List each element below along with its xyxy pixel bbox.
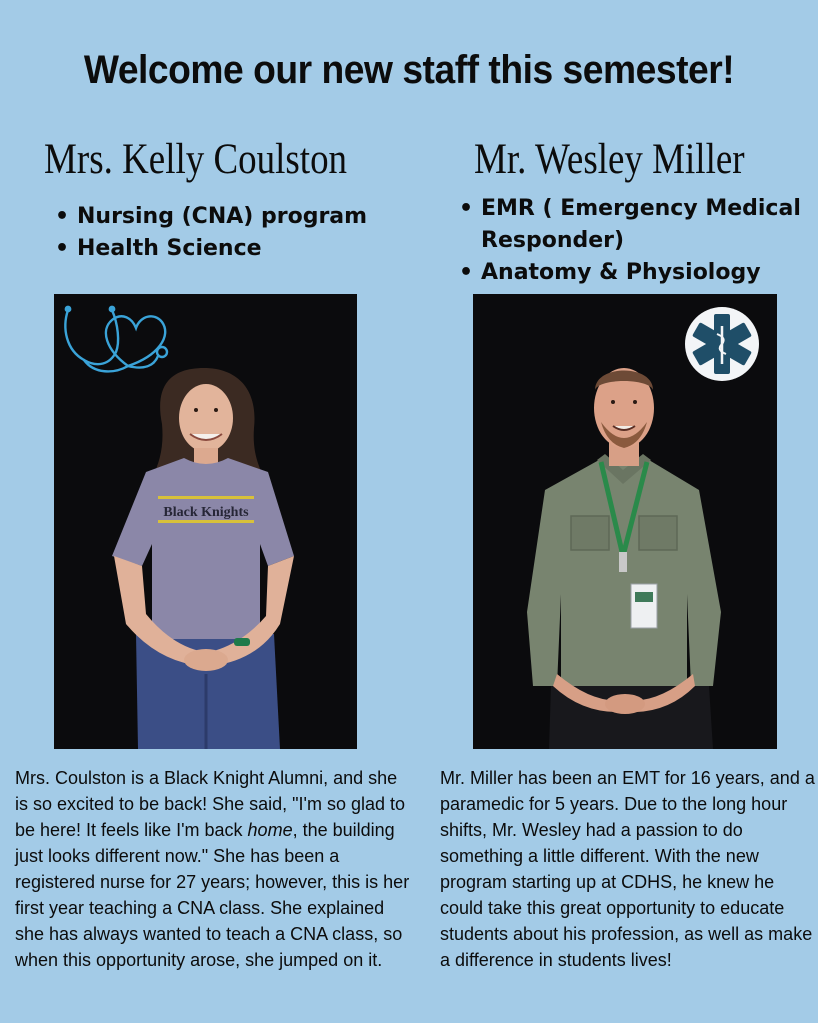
photo-miller [473,294,777,749]
bio-text: , the building just looks different now." She has been a registered nurse for 27 years; however, this is her first year teaching a CNA class. She explained she has always wanted to teach a CNA class, so when this opportunity arose, she jumped on it. [15,820,410,970]
shirt-text: Black Knights [163,505,249,520]
photo-coulston [54,294,357,749]
staff-name-miller: Mr. Wesley Miller [474,136,745,183]
subject-item: • Nursing (CNA) program [55,201,415,233]
star-of-life-icon [685,307,759,381]
page-title: Welcome our new staff this semester! [83,48,735,92]
stethoscope-heart-icon [65,307,167,372]
subject-list-miller [459,193,814,289]
bio-miller: Mr. Miller has been an EMT for 16 years, and a paramedic for 5 years. Due to the long hour shifts, Mr. Wesley had a passion to do something a little different. With the new program starting up at CDHS, he knew he could take this great opportunity to educate students about his profession, as well as make a difference in students lives! [440,768,815,970]
subject-item: • Health Science [55,233,415,265]
bio-emphasis: home [247,820,293,840]
subject-list-coulston [55,201,415,265]
subject-item: • EMR ( Emergency Medical Responder) [459,193,814,257]
subject-item: • Anatomy & Physiology [459,257,814,289]
bio-text: Mrs. Coulston is a Black Knight Alumni, and she is so excited to be back! She said, "I'm so glad to be here! It feels like I'm back [15,768,406,840]
bio-coulston [15,765,415,973]
staff-name-coulston: Mrs. Kelly Coulston [44,136,348,183]
